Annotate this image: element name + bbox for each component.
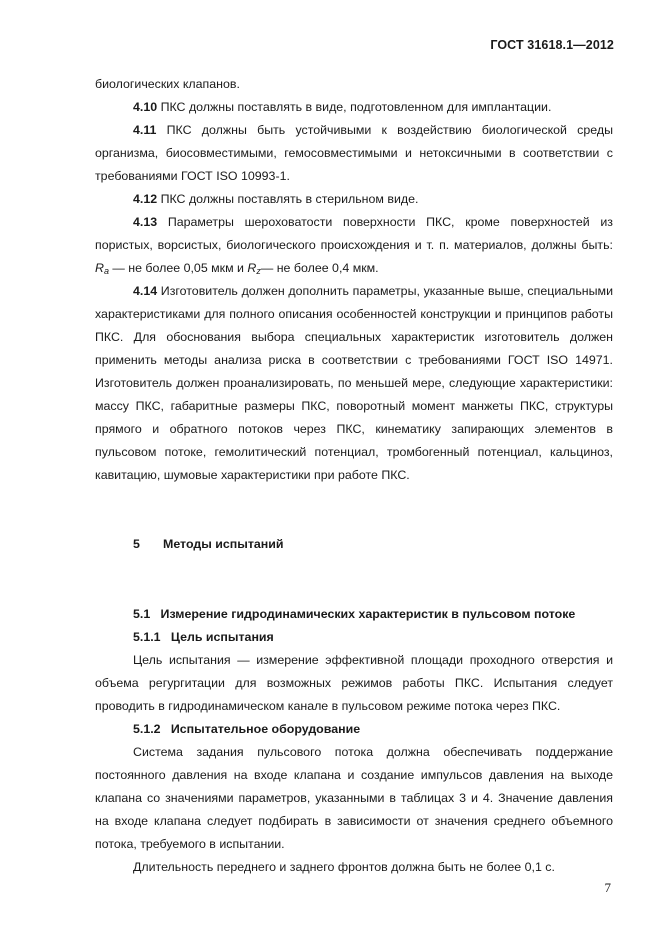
document-header: ГОСТ 31618.1—2012 [490, 38, 614, 52]
section-title: Методы испытаний [163, 537, 284, 551]
symbol-r: R [247, 261, 257, 275]
subsection-heading-5-1-2: 5.1.2 Испытательное оборудование [133, 722, 361, 736]
page-number: 7 [604, 880, 611, 895]
clause-text: Изготовитель должен дополнить параметры, указанные выше, специальными характеристиками для полного описания особенностей конструкции и принципов работы ПКС. Для обоснования выбора специальных характеристик изготовитель должен применить методы анализа риска в соответствии с требованиями ГОСТ ISO 14971. Изготовитель должен проанализировать, по меньшей мере, следующие характеристики: массу ПКС, габаритные размеры ПКС, поворотный момент манжеты ПКС, структуры прямого и обратного потоков через ПКС, кинематику запирающих элементов в пульсовом потоке, гемолитический потенциал, тромбогенный потенциал, кальциноз, кавитацию, шумовые характеристики при работе ПКС. [95, 284, 613, 482]
symbol-sub-z: z [256, 266, 261, 276]
paragraph-5-1-2: Система задания пульсового потока должна обеспечивать поддержание постоянного давления на входе клапана и создание импульсов давления на выходе клапана со значениями параметров, указанными в таблицах 3 и 4. Значение давления на входе клапана следует подбирать в зависимости от значения среднего объемного потока, требуемого в испытании. [95, 745, 613, 851]
paragraph-4-14 [95, 280, 613, 487]
paragraph-fronts: Длительность переднего и заднего фронтов должна быть не более 0,1 с. [133, 860, 555, 874]
clause-number: 4.14 [133, 284, 158, 298]
symbol-r: R [95, 261, 104, 275]
section-heading-5 [95, 533, 613, 556]
symbol-sub-a: a [103, 266, 109, 276]
paragraph-4-11 [95, 119, 613, 188]
paragraph-4-13 [95, 211, 613, 280]
subsection-heading-5-1: 5.1 Измерение гидродинамических характеристик в пульсовом потоке [133, 607, 576, 621]
clause-number: 4.11 [133, 123, 157, 137]
clause-number: 4.10 [133, 100, 158, 114]
paragraph-4-12 [95, 188, 613, 211]
clause-number: 4.12 [133, 192, 158, 206]
clause-text: — не более 0,4 мкм. [260, 261, 379, 275]
clause-text: ПКС должны поставлять в стерильном виде. [157, 192, 419, 206]
clause-text: — не более 0,05 мкм и [108, 261, 248, 275]
paragraph-4-10 [95, 96, 613, 119]
clause-text: ПКС должны быть устойчивыми к воздействию биологической среды организма, биосовместимыми, гемосовместимыми и нетоксичными в соответствии с требованиями ГОСТ ISO 10993-1. [95, 123, 613, 183]
clause-number: 4.13 [133, 215, 158, 229]
subsection-heading-5-1-1: 5.1.1 Цель испытания [133, 630, 274, 644]
clause-text: ПКС должны поставлять в виде, подготовленном для имплантации. [157, 100, 552, 114]
clause-text: Параметры шероховатости поверхности ПКС, кроме поверхностей из пористых, ворсистых, биологического происхождения и т. п. материалов, должны быть: [95, 215, 613, 252]
paragraph-5-1-1: Цель испытания — измерение эффективной площади проходного отверстия и объема регургитации для возможных режимов работы ПКС. Испытания следует проводить в гидродинамическом канале в пульсовом режиме потока через ПКС. [95, 653, 613, 713]
paragraph-continuation: биологических клапанов. [95, 77, 240, 91]
section-number: 5 [133, 537, 140, 551]
page-content [95, 73, 613, 879]
